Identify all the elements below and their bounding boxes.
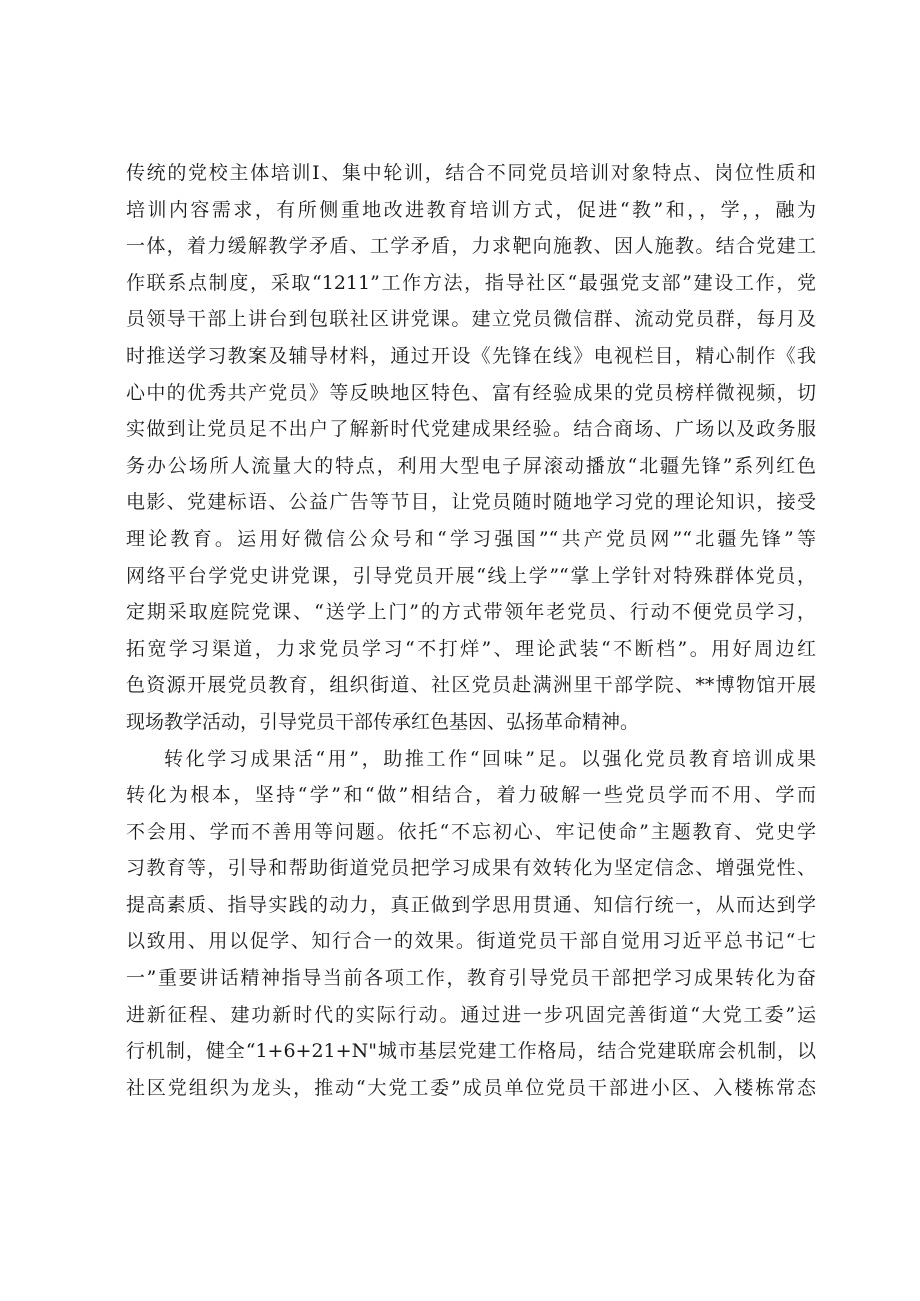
document-body <box>126 155 816 1106</box>
text-line: 习教育等，引导和帮助街道党员把学习成果有效转化为坚定信念、增强党性、 <box>126 857 816 880</box>
text-line: 作联系点制度，采取“1211”工作方法，指导社区“最强党支部”建设工作，党 <box>126 271 816 294</box>
text-line: 转化为根本，坚持“学”和“做”相结合，着力破解一些党员学而不用、学而 <box>126 784 816 807</box>
text-line: 一体，着力缓解教学矛盾、工学矛盾，力求靶向施教、因人施教。结合党建工 <box>126 235 816 258</box>
text-line: 社区党组织为龙头，推动“大党工委”成员单位党员干部进小区、入楼栋常态 <box>126 1076 816 1099</box>
text-line: 提高素质、指导实践的动力，真正做到学思用贯通、知信行统一，从而达到学 <box>126 893 816 916</box>
paragraph-1 <box>126 155 816 741</box>
text-line: 实做到让党员足不出户了解新时代党建成果经验。结合商场、广场以及政务服 <box>126 418 816 441</box>
text-line: 进新征程、建功新时代的实际行动。通过进一步巩固完善街道“大党工委”运 <box>126 1003 816 1026</box>
text-line: 转化学习成果活“用”，助推工作“回味”足。以强化党员教育培训成果 <box>164 747 816 770</box>
text-line: 培训内容需求，有所侧重地改进教育培训方式，促进“教”和，，学，，融为 <box>126 198 816 221</box>
text-line: 员领导干部上讲台到包联社区讲党课。建立党员微信群、流动党员群，每月及 <box>126 308 816 331</box>
text-line: 以致用、用以促学、知行合一的效果。街道党员干部自觉用习近平总书记“七 <box>126 930 816 953</box>
text-line: 色资源开展党员教育，组织街道、社区党员赴满洲里干部学院、**博物馆开展 <box>126 674 816 697</box>
text-line: 传统的党校主体培训I、集中轮训，结合不同党员培训对象特点、岗位性质和 <box>126 162 816 184</box>
text-line: 定期采取庭院党课、“送学上门”的方式带领年老党员、行动不便党员学习， <box>126 601 816 624</box>
text-line: 网络平台学党史讲党课，引导党员开展“线上学”“掌上学针对特殊群体党员， <box>126 564 816 587</box>
text-line: 不会用、学而不善用等问题。依托“不忘初心、牢记使命”主题教育、党史学 <box>126 820 816 843</box>
text-line: 电影、党建标语、公益广告等节目，让党员随时随地学习党的理论知识，接受 <box>126 491 816 514</box>
text-line: 现场教学活动，引导党员干部传承红色基因、弘扬革命精神。 <box>126 710 640 733</box>
text-line: 务办公场所人流量大的特点，利用大型电子屏滚动播放“北疆先锋”系列红色 <box>126 454 816 477</box>
text-line: 时推送学习教案及辅导材料，通过开设《先锋在线》电视栏目，精心制作《我 <box>126 344 816 367</box>
text-line: 心中的优秀共产党员》等反映地区特色、富有经验成果的党员榜样微视频，切 <box>126 381 816 404</box>
text-line: 一”重要讲话精神指导当前各项工作，教育引导党员干部把学习成果转化为奋 <box>126 967 816 990</box>
text-line: 拓宽学习渠道，力求党员学习“不打烊”、理论武装“不断档”。用好周边红 <box>126 637 816 660</box>
text-line: 行机制，健全“1+6+21+N"城市基层党建工作格局，结合党建联席会机制，以 <box>126 1040 816 1063</box>
paragraph-2 <box>126 741 816 1107</box>
text-line: 理论教育。运用好微信公众号和“学习强国”“共产党员网”“北疆先锋”等 <box>126 527 816 550</box>
